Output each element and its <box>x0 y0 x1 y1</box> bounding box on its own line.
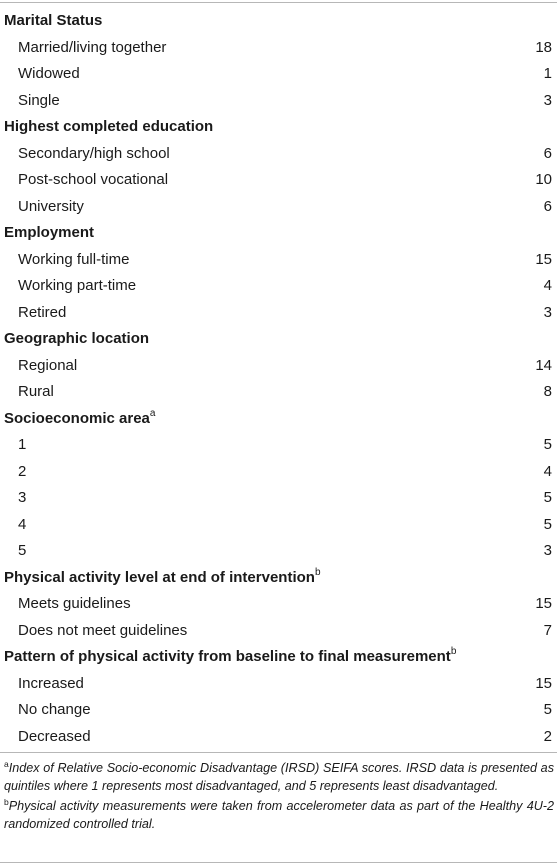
section-heading-text: Pattern of physical activity from baseline to final measurement <box>4 648 451 665</box>
table-row <box>0 591 557 618</box>
row-value: 15 <box>535 595 552 612</box>
section-heading <box>4 406 155 433</box>
section-heading-text: Highest completed education <box>4 118 214 135</box>
row-value: 3 <box>543 542 552 559</box>
table-row <box>0 512 557 539</box>
table-row <box>0 247 557 274</box>
section-heading <box>4 326 149 353</box>
row-label: Secondary/high school <box>18 144 170 162</box>
table-end-rule <box>0 862 557 863</box>
row-label: Increased <box>18 674 84 692</box>
table-row <box>0 88 557 115</box>
footnote-marker: a <box>149 407 156 419</box>
table-row <box>0 485 557 512</box>
table-top-rule <box>0 2 557 3</box>
table-row <box>0 724 557 751</box>
row-value: 3 <box>543 303 552 321</box>
table-row <box>0 379 557 406</box>
section-heading-row <box>0 8 557 35</box>
section-heading-text: Employment <box>4 224 95 241</box>
section-heading <box>4 8 102 35</box>
table-row <box>0 671 557 698</box>
row-label: 1 <box>18 436 27 453</box>
row-value: 18 <box>535 38 552 56</box>
table-row <box>0 273 557 300</box>
row-value: 1 <box>543 65 552 82</box>
row-label: Rural <box>18 383 54 400</box>
row-value: 6 <box>543 197 552 215</box>
row-value: 15 <box>535 250 552 268</box>
row-value: 5 <box>543 515 552 533</box>
section-heading <box>4 644 456 671</box>
table-row <box>0 459 557 486</box>
row-value: 2 <box>543 727 552 745</box>
footnote-marker: a <box>4 758 9 769</box>
section-heading-row <box>0 326 557 353</box>
row-label: Does not meet guidelines <box>18 621 188 639</box>
section-heading <box>4 220 94 247</box>
row-value: 15 <box>535 674 552 692</box>
table-row <box>0 538 557 565</box>
row-value: 7 <box>543 621 552 639</box>
row-value: 4 <box>543 277 552 294</box>
row-label: Married/living together <box>18 38 167 56</box>
row-label: Regional <box>18 356 78 374</box>
row-label: 5 <box>18 542 27 559</box>
table-row <box>0 697 557 724</box>
row-label: 2 <box>18 462 27 480</box>
table-row <box>0 432 557 459</box>
table-row <box>0 35 557 62</box>
row-label: Meets guidelines <box>18 595 131 612</box>
row-value: 4 <box>543 462 552 480</box>
section-heading-text: Socioeconomic area <box>4 409 150 427</box>
section-heading-row <box>0 644 557 671</box>
row-label: Single <box>18 91 60 109</box>
row-value: 3 <box>543 91 552 109</box>
footnote-marker: b <box>450 646 457 657</box>
section-heading-row <box>0 406 557 433</box>
footnote-text: Index of Relative Socio-economic Disadvantage (IRSD) SEIFA scores. IRSD data is presented as quintiles where 1 represents most disadvantaged, and 5 represents least disadvantaged. <box>4 761 554 793</box>
footnote-text: Physical activity measurements were taken from accelerometer data as part of the Healthy 4U-2 randomized controlled trial. <box>4 799 554 831</box>
table-footnotes <box>4 760 554 836</box>
table-row <box>0 618 557 645</box>
footnote <box>4 798 554 833</box>
row-value: 5 <box>543 489 552 506</box>
section-heading-row <box>0 114 557 141</box>
table-row <box>0 141 557 168</box>
table-row <box>0 300 557 327</box>
row-value: 8 <box>543 383 552 400</box>
row-label: Retired <box>18 303 67 321</box>
row-label: 3 <box>18 489 27 506</box>
section-heading-row <box>0 565 557 592</box>
table-body <box>0 8 557 750</box>
section-heading-row <box>0 220 557 247</box>
row-label: 4 <box>18 515 27 533</box>
row-value: 5 <box>543 701 552 718</box>
table-row <box>0 353 557 380</box>
footnote-marker: b <box>314 566 321 578</box>
row-value: 14 <box>535 356 552 374</box>
section-heading-text: Physical activity level at end of intervention <box>4 568 315 586</box>
footnote-marker: b <box>4 796 9 807</box>
table-row <box>0 167 557 194</box>
row-value: 6 <box>543 144 552 162</box>
table-bottom-rule <box>0 752 557 753</box>
row-value: 5 <box>543 436 552 453</box>
row-label: No change <box>18 701 91 718</box>
table-row <box>0 194 557 221</box>
row-label: University <box>18 197 84 215</box>
section-heading <box>4 565 321 592</box>
row-value: 10 <box>535 171 552 188</box>
section-heading-text: Marital Status <box>4 12 103 29</box>
row-label: Working full-time <box>18 250 130 268</box>
row-label: Decreased <box>18 727 91 745</box>
section-heading-text: Geographic location <box>4 330 150 347</box>
row-label: Working part-time <box>18 277 137 294</box>
row-label: Widowed <box>18 65 80 82</box>
footnote <box>4 760 554 795</box>
table-row <box>0 61 557 88</box>
row-label: Post-school vocational <box>18 171 169 188</box>
section-heading <box>4 114 213 141</box>
